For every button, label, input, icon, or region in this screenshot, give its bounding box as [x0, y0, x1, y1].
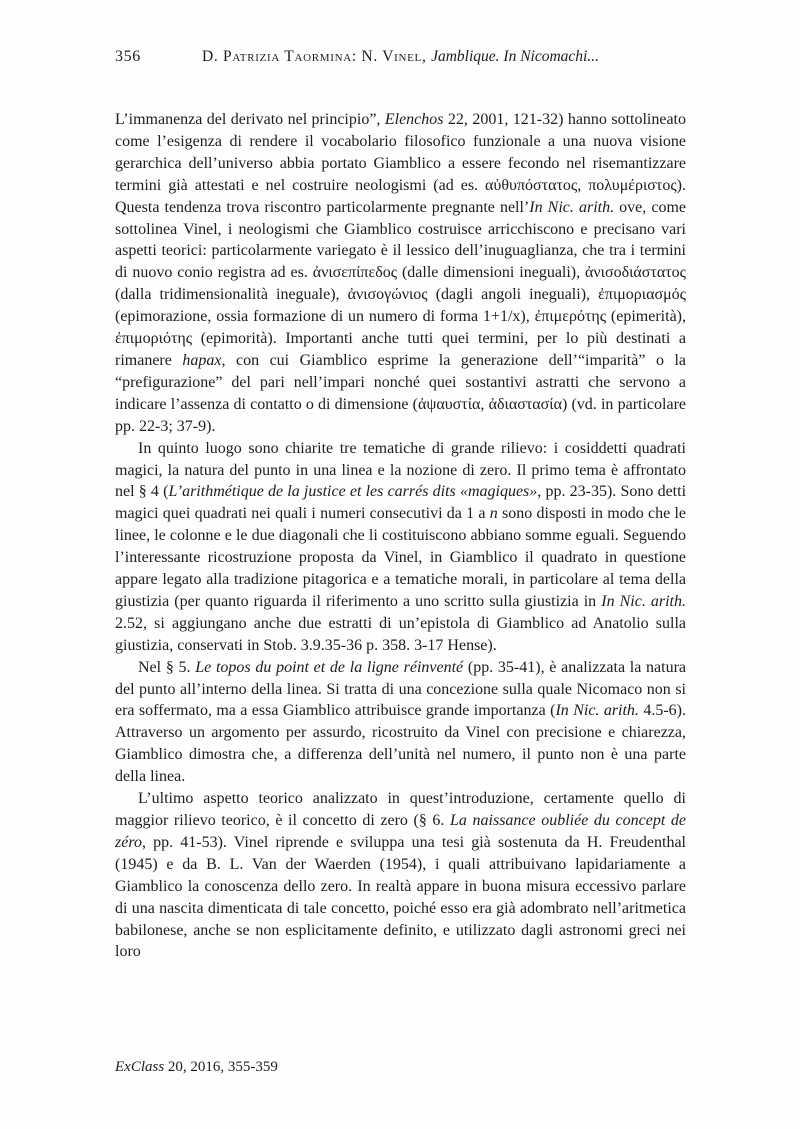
- journal-citation: ExClass 20, 2016, 355-359: [115, 1059, 278, 1075]
- running-header: [115, 47, 686, 67]
- paragraph-point-line: Nel § 5. Le topos du point et de la ligne réinventé (pp. 35-41), è analizzata la natura del punto all’interno della linea. Si tratta di una concezione sulla quale Nicomaco non si era soffermato, ma a essa Giamblico attribuisce grande importanza (In Nic. arith. 4.5-6). Attraverso un argomento per assurdo, ricostruito da Vinel con precisione e chiarezza, Giamblico dimostra che, a differenza dell’unità nel numero, il punto non è una parte della linea.: [115, 658, 687, 786]
- review-body-text: [115, 109, 686, 963]
- page-number: 356: [115, 48, 141, 65]
- paragraph-zero-concept: L’ultimo aspetto teorico analizzato in quest’introduzione, certamente quello di maggior rilievo teorico, è il concetto di zero (§ 6. La naissance oubliée du concept de zéro, pp. 41-53). Vinel riprende e sviluppa una tesi già sostenuta da H. Freudenthal (1945) e da B. L. Van der Waerden (1954), i quali attribuivano lapidariamente a Giamblico la conoscenza dello zero. In realtà appare in buona misura eccessivo parlare di una nascita dimenticata di tale concetto, poiché esso era già adombrato nell’aritmetica babilonese, anche se non esplicitamente definito, e utilizzato dagli astronomi greci nei loro: [115, 790, 686, 961]
- journal-footer: [115, 1057, 278, 1077]
- paragraph-magic-squares: In quinto luogo sono chiarite tre tematiche di grande rilievo: i cosiddetti quadrati magici, la natura del punto in una linea e la nozione di zero. Il primo tema è affrontato nel § 4 (L’arithmétique de la justice et les carrés dits «magiques», pp. 23-35). Sono detti magici quei quadrati nei quali i numeri consecutivi da 1 a n sono disposti in modo che le linee, le colonne e le due diagonali che li costituiscono abbiano somme eguali. Seguendo l’interessante ricostruzione proposta da Vinel, in Giamblico il quadrato in questione appare legato alla tradizione pitagorica e a tematiche morali, in particolare al tema della giustizia (per quanto riguarda il riferimento a uno scritto sulla giustizia in In Nic. arith. 2.52, si aggiungano anche due estratti di un’epistola di Giamblico ad Anatolio sulla giustizia, conservati in Stob. 3.9.35-36 p. 358. 3-17 Hense).: [115, 439, 687, 654]
- running-title: D. Patrizia Taormina: N. Vinel, Jamblique. In Nicomachi...: [202, 48, 599, 65]
- paragraph-continuation: L’immanenza del derivato nel principio”, Elenchos 22, 2001, 121-32) hanno sottolineato come l’esigenza di rendere il vocabolario filosofico funzionale a una nuova visione gerarchica dell’universo abbia portato Giamblico a essere fecondo nel risemantizzare termini già attestati e nel costruire neologismi (ad es. αὐθυπόστατος, πολυμέριστος). Questa tendenza trova riscontro particolarmente pregnante nell’In Nic. arith. ove, come sottolinea Vinel, i neologismi che Giamblico costruisce arricchiscono e precisano vari aspetti teorici: particolarmente variegato è il lessico dell’inuguaglianza, che tra i termini di nuovo conio registra ad es. ἀνισεπίπεδος (dalle dimensioni ineguali), ἀνισοδιάστατος (dalla tridimensionalità ineguale), ἀνισογώνιος (dagli angoli ineguali), ἐπιμοριασμός (epimorazione, ossia formazione di un numero di forma 1+1/x), ἐπιμερότης (epimerità), ἐπιμοριότης (epimorità). Importanti anche tutti quei termini, per lo più destinati a rimanere hapax, con cui Giamblico esprime la generazione dell’“imparità” o la “prefigurazione” del pari nell’impari nonché quei sostantivi astratti che servono a indicare l’assenza di contatto o di dimensione (ἀψαυστία, ἀδιαστασία) (vd. in particolare pp. 22-3; 37-9).: [115, 111, 687, 435]
